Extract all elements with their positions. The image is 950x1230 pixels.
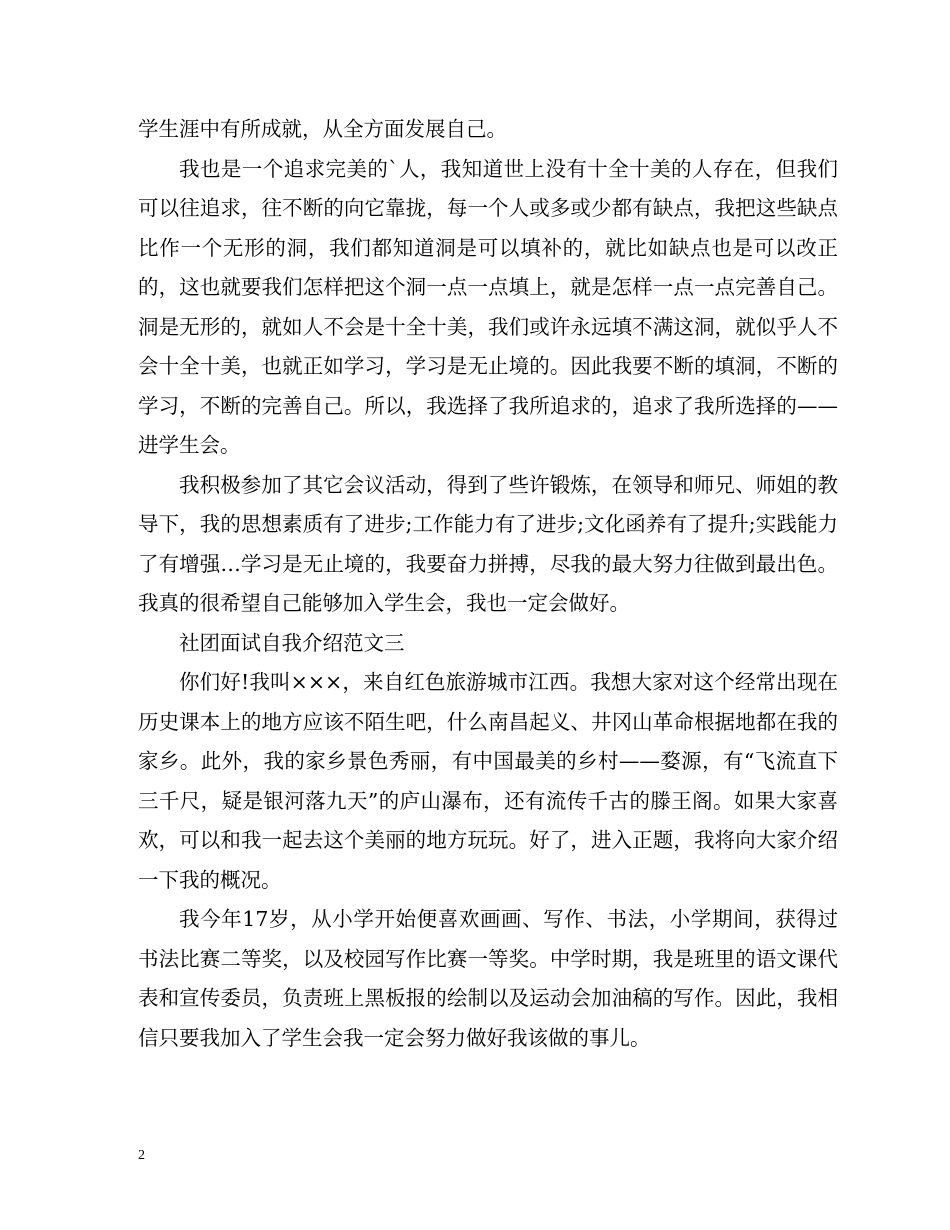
paragraph-3: 我积极参加了其它会议活动，得到了些许锻炼，在领导和师兄、师姐的教导下，我的思想素质有了进步;工作能力有了进步;文化函养有了提升;实践能力了有增强…学习是无止境的，我要奋力拼搏，尽我的最大努力往做到最出色。我真的很希望自己能够加入学生会，我也一定会做好。 [138,472,838,615]
paragraph-2: 我也是一个追求完美的`人，我知道世上没有十全十美的人存在，但我们可以往追求，往不断的向它靠拢，每一个人或多或少都有缺点，我把这些缺点比作一个无形的洞，我们都知道洞是可以填补的，就比如缺点也是可以改正的，这也就要我们怎样把这个洞一点一点填上，就是怎样一点一点完善自己。洞是无形的，就如人不会是十全十美，我们或许永远填不满这洞，就似乎人不会十全十美，也就正如学习，学习是无止境的。因此我要不断的填洞，不断的学习，不断的完善自己。所以，我选择了我所追求的，追求了我所选择的——进学生会。 [138,156,838,457]
paragraph-5: 我今年17岁，从小学开始便喜欢画画、写作、书法，小学期间，获得过书法比赛二等奖，以及校园写作比赛一等奖。中学时期，我是班里的语文课代表和宣传委员，负责班上黑板报的绘制以及运动会加油稿的写作。因此，我相信只要我加入了学生会我一定会努力做好我该做的事儿。 [138,907,838,1050]
document-body [138,110,838,1058]
section-heading: 社团面试自我介绍范文三 [179,630,405,655]
page-number: 2 [138,1148,145,1163]
paragraph-4: 你们好!我叫×××，来自红色旅游城市江西。我想大家对这个经常出现在历史课本上的地方应该不陌生吧，什么南昌起义、井冈山革命根据地都在我的家乡。此外，我的家乡景色秀丽，有中国最美的乡村——婺源，有“飞流直下三千尺，疑是银河落九天”的庐山瀑布，还有流传千古的滕王阁。如果大家喜欢，可以和我一起去这个美丽的地方玩玩。好了，进入正题，我将向大家介绍一下我的概况。 [138,670,838,892]
paragraph-1: 学生涯中有所成就，从全方面发展自己。 [138,117,507,141]
